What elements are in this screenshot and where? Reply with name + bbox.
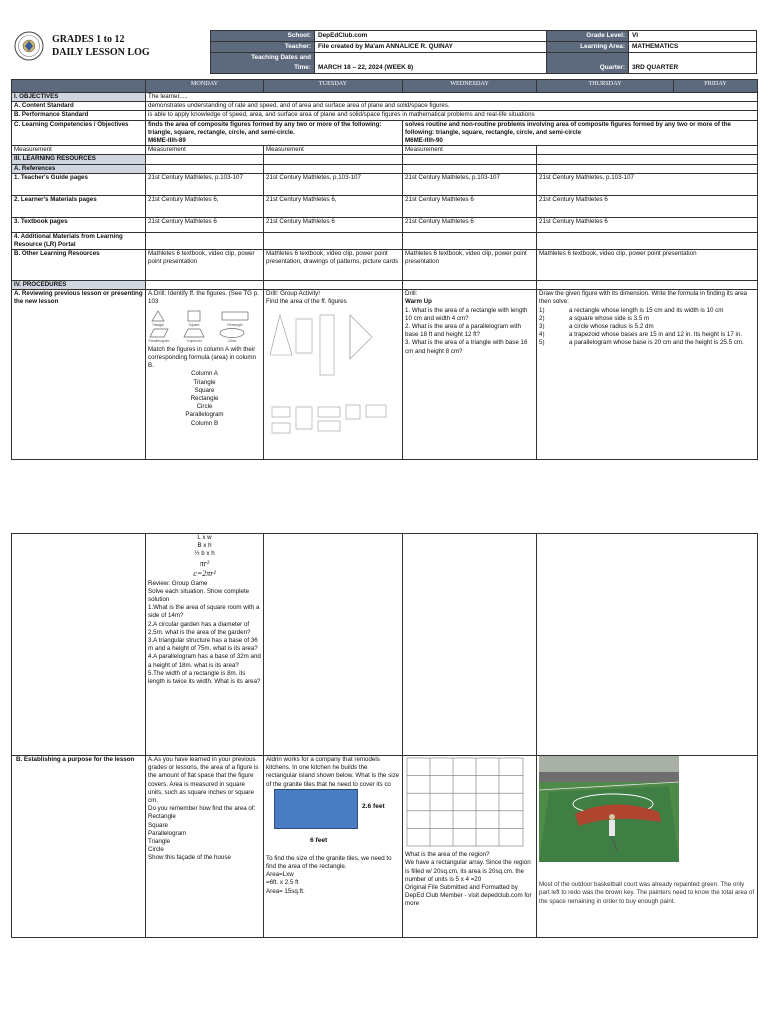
rectangle-figure (320, 315, 334, 375)
deped-seal (14, 31, 44, 61)
square-figure (346, 405, 360, 419)
tg-pages-thu: 21st Century Mathletes, p.103-107 (537, 173, 758, 195)
square-figure (188, 311, 200, 321)
school-value: DepEdClub.com (315, 31, 547, 42)
review-label: A. Reviewing previous lesson or presenting the new lesson (12, 290, 146, 460)
review-monday-continued (146, 534, 264, 756)
cell-blank (264, 281, 403, 290)
thu-item (539, 339, 755, 347)
island-rectangle (274, 789, 358, 829)
thu-item-number: 5) (539, 339, 545, 347)
measurement-thu (537, 146, 758, 155)
tg-pages-mon: 21st Century Mathletes, p.103-107 (146, 173, 264, 195)
other-resources-wed: Mathletes 6 textbook, video clip, power point presentation (403, 250, 537, 281)
thu-item (539, 315, 755, 323)
performance-standard-label: B. Performance Standard (12, 111, 146, 120)
cell-blank (537, 534, 758, 756)
rectangle-figure (222, 312, 248, 320)
review-group-game: Review: Group Game Solve each situation. Show complete solution 1.What is the area of square room with a side of 14m? 2.A circular garden has a diameter of 2.5m. what is the area of the garden? 3.A triangular structure has a base of 36 m and a height of 75m. what is its area? 4.A parallelogram has a base of 32m and a height of 18m. what is its area? 5.The width of a rectangle is 8m. its length is twice its width. What is its area? (148, 579, 261, 685)
textbook-pages-mon: 21st Century Mathletes 6 (146, 217, 264, 232)
dates-label-2: Time: (294, 64, 311, 71)
shape-label: Circle (227, 338, 237, 343)
day-header-row (12, 80, 758, 93)
review-tue-title: Drill: Group Activity! (266, 290, 320, 298)
other-resources-label: B. Other Learning Resources (12, 250, 146, 281)
column-a-item: Square (194, 386, 215, 394)
shape-label: Trapezoid (186, 338, 202, 343)
objectives-text: The learner..... (146, 93, 758, 102)
lesson-log-table (11, 79, 758, 460)
cell-blank (403, 281, 537, 290)
review-tue-text: Find the area of the ff. figures (266, 298, 347, 306)
title-line-1: GRADES 1 to 12 (52, 34, 125, 45)
rectangle-figure (296, 319, 312, 353)
triangle-figure (350, 315, 372, 359)
thu-item-text: a square whose side is 3.5 m (569, 314, 650, 322)
competency-b-code: M6ME-IIIh-90 (405, 136, 443, 144)
cell-blank (264, 232, 403, 249)
formula-item: c=2πr² (193, 569, 216, 579)
competency-a (146, 120, 403, 146)
cell-blank (146, 232, 264, 249)
review-wed-item: 1. What is the area of a rectangle with length 10 cm and width 4 cm? (405, 306, 528, 322)
cell-blank (146, 155, 264, 164)
formula-list (148, 534, 261, 580)
formula-item: L x w (197, 534, 212, 541)
review-mon-match: Match the figures in column A with their corresponding formula (area) in column B. (148, 345, 256, 370)
lm-pages-label: 2. Learner's Materials pages (12, 195, 146, 217)
rectangle-figure (272, 407, 290, 417)
cell-blank (537, 155, 758, 164)
review-mon-intro: A.Drill: Identify ff. the figures. (See TG p. 103 (148, 290, 259, 306)
thu-item-number: 2) (539, 314, 545, 322)
island-length-label: 6 feet (310, 836, 328, 844)
review-tuesday (264, 290, 403, 460)
title-line-2: DAILY LESSON LOG (52, 47, 150, 58)
purpose-tuesday (264, 756, 403, 938)
column-a-item: Column A (191, 370, 218, 378)
shape-label: Parallelogram (148, 338, 170, 343)
textbook-pages-wed: 21st Century Mathletes 6 (403, 217, 537, 232)
school-label: School: (211, 31, 315, 42)
composite-figures-drawing (266, 307, 398, 437)
day-friday: FRIDAY (674, 80, 758, 93)
textbook-pages-label: 3. Textbook pages (12, 217, 146, 232)
other-resources-thu: Mathletes 6 textbook, video clip, power point presentation (537, 250, 758, 281)
cell-blank (537, 232, 758, 249)
cell-blank (537, 281, 758, 290)
quarter-label: Quarter: (547, 53, 629, 74)
formula-item: B x h (197, 542, 212, 550)
lm-pages-wed: 21st Century Mathletes 6 (403, 195, 537, 217)
thu-item-number: 3) (539, 323, 545, 330)
kitchen-island-figure (266, 789, 400, 849)
shape-figures (148, 307, 260, 343)
thu-item-text: a circle whose radius is 5.2 dm (569, 323, 654, 330)
day-wednesday: WEDNESDAY (403, 80, 537, 93)
review-wed-drill: Drill: (405, 290, 418, 298)
purpose-tue-solution: To find the size of the granite tiles, we need to find the area of the rectangle. Area=Lxw =6ft. x 2.5 ft Area= 15sq.ft. (266, 854, 392, 895)
shape-label: Triangle (151, 322, 165, 327)
cell-blank (403, 232, 537, 249)
review-mon-column-a (148, 370, 261, 427)
purpose-thursday (537, 756, 758, 938)
triangle-figure (270, 315, 292, 355)
measurement-tue: Measurement (264, 146, 403, 155)
cell-blank (264, 164, 403, 173)
parallelogram-figure (150, 329, 168, 337)
thu-item (539, 323, 755, 331)
content-standard-text: demonstrates understanding of rate and speed, and of area and surface area of plane and solid/space figures. (146, 102, 758, 111)
rectangle-figure (318, 421, 340, 431)
column-a-item: Triangle (193, 378, 216, 386)
column-a-item: Column B (190, 419, 219, 427)
lm-pages-thu: 21st Century Mathletes 6 (537, 195, 758, 217)
cell-blank (403, 164, 537, 173)
day-monday: MONDAY (146, 80, 264, 93)
purpose-label: B. Establishing a purpose for the lesson (12, 756, 146, 938)
tg-pages-label: 1. Teacher's Guide pages (12, 173, 146, 195)
tg-pages-tue: 21st Century Mathletes, p.103-107 (264, 173, 403, 195)
lm-pages-mon: 21st Century Mathletes 6, (146, 195, 264, 217)
cell-blank (264, 534, 403, 756)
thu-item (539, 307, 755, 315)
competency-b-text: solves routine and non-routine problems involving area of composite figures formed by any two or more of the following: triangle, square, rectangle, circle, and semi-circle (405, 120, 731, 136)
triangle-figure (152, 311, 164, 321)
thu-item-number: 1) (539, 306, 545, 314)
column-a-item: Circle (196, 403, 213, 411)
thu-item (539, 331, 755, 339)
cell-blank (403, 155, 537, 164)
review-wed-item: 3. What is the area of a triangle with base 16 cm and height 8 cm? (405, 339, 528, 355)
rectangle-figure (296, 407, 312, 429)
teacher-label: Teacher: (211, 42, 315, 53)
page-title (52, 33, 150, 59)
content-standard-label: A. Content Standard (12, 102, 146, 111)
dates-label-1: Teaching Dates and (251, 54, 311, 61)
day-header-blank (12, 80, 146, 93)
cell-blank (146, 281, 264, 290)
grade-value: VI (629, 31, 757, 42)
column-a-item: Parallelogram (185, 411, 224, 419)
measurement-label: Measurement (12, 146, 146, 155)
textbook-pages-thu: 21st Century Mathletes 6 (537, 217, 758, 232)
thu-item-text: a parallelogram whose base is 20 cm and the height is 25.5 cm. (569, 339, 744, 347)
cell-blank (12, 534, 146, 756)
thu-item-number: 4) (539, 331, 545, 339)
performance-standard-text: is able to apply knowledge of speed, area, and surface area of plane and solid/space figures in mathematical problems and real-life situations (146, 111, 758, 120)
thu-item-text: a rectangle whose length is 15 cm and its width is 10 cm (569, 306, 724, 314)
resources-heading: III. LEARNING RESOURCES (12, 155, 146, 164)
column-a-item: Rectangle (190, 394, 219, 402)
purpose-wednesday (403, 756, 537, 938)
references-heading: A. References (12, 164, 146, 173)
teacher-value: File created by Ma'am ANNALICE R. QUINAY (315, 42, 547, 53)
island-width-label: 2.6 feet (362, 802, 385, 810)
day-tuesday: TUESDAY (264, 80, 403, 93)
purpose-wed-text: What is the area of the region? We have a rectangular array. Since the region is filled w/ 20sq.cm, its area is 20sq.cm. the number of units is 5 x 4 =20 Original File Submitted and Formatted by DepEd Club Member - visit depedclub.com for more (405, 851, 532, 908)
formula-item: ½ b x h (194, 550, 215, 558)
competency-a-code: M6ME-IIIh-89 (148, 136, 186, 144)
competencies-label: C. Learning Competencies / Objectives (12, 120, 146, 146)
dates-label (211, 53, 315, 74)
purpose-thu-text: Most of the outdoor basketball court was already repainted green. The only part left to redo was the brown key. The painters need to know the total area of the space remaining in order to buy enough paint. (539, 881, 755, 905)
purpose-tue-text: Aldrin works for a company that remodels kitchens. In one kitchen he builds the rectangular island shown below. What is the size of the granite tiles that he need to cover its co (266, 756, 400, 788)
review-thursday (537, 290, 758, 460)
trapezoid-figure (184, 329, 204, 337)
thu-item-text: a trapezoid whose bases are 15 in and 12 in. Its height is 17 in. (569, 331, 743, 339)
lm-pages-tue: 21st Century Mathletes 6, (264, 195, 403, 217)
rectangle-figure (318, 407, 340, 417)
shape-label: Rectangle (227, 322, 243, 327)
day-thursday: THURSDAY (537, 80, 674, 93)
competency-b (403, 120, 758, 146)
basketball-court-photo (539, 756, 679, 862)
objectives-heading: I. OBJECTIVES (12, 93, 146, 102)
measurement-wed: Measurement (403, 146, 537, 155)
lesson-log-table-continued (11, 533, 758, 938)
review-wednesday (403, 290, 537, 460)
cell-blank (403, 534, 537, 756)
grid-region-figure (405, 756, 525, 848)
review-monday (146, 290, 264, 460)
rectangle-figure (272, 423, 290, 433)
cell-blank (264, 155, 403, 164)
competency-a-text: finds the area of composite figures formed by any two or more of the following: triangle, square, rectangle, circle, and semi-circle. (148, 120, 382, 136)
quarter-value: 3RD QUARTER (629, 53, 757, 74)
area-label: Learning Area: (547, 42, 629, 53)
dates-value: MARCH 18 – 22, 2024 (WEEK 8) (315, 53, 547, 74)
other-resources-mon: Mathletes 6 textbook, video clip, power point presentation (146, 250, 264, 281)
cell-blank (146, 164, 264, 173)
formula-item: πr² (199, 558, 210, 568)
review-wed-warmup: Warm Up (405, 298, 432, 306)
textbook-pages-tue: 21st Century Mathletes 6 (264, 217, 403, 232)
shape-label: Square (188, 322, 200, 327)
additional-materials-label: 4. Additional Materials from Learning Resource (LR) Portal (12, 232, 146, 249)
procedures-heading: IV. PROCEDURES (12, 281, 146, 290)
review-wed-item: 2. What is the area of a parallelogram with base 18 ft and height 12 ft? (405, 323, 521, 339)
area-value: MATHEMATICS (629, 42, 757, 53)
header-info-table (210, 30, 757, 74)
purpose-monday: A.As you have learned in your previous grades or lessons, the area of a figure is the amount of flat space that the figure covers. Area is measured in square units, such as square inches or square cm. Do you remember how find the area of: Rectangle Square Parallelogram Triangle Circle Show this façade of the house (146, 756, 264, 938)
cell-blank (537, 164, 758, 173)
measurement-mon: Measurement (146, 146, 264, 155)
other-resources-tue: Mathletes 6 textbook, video clip, power point presentation, drawings of patterns, picture cards (264, 250, 403, 281)
rectangle-figure (366, 405, 386, 417)
tg-pages-wed: 21st Century Mathletes, p.103-107 (403, 173, 537, 195)
review-thu-intro: Draw the given figure with its dimension. Write the formula in finding its area then solve: (539, 290, 747, 306)
grade-label: Grade Level: (547, 31, 629, 42)
circle-figure (220, 328, 244, 337)
